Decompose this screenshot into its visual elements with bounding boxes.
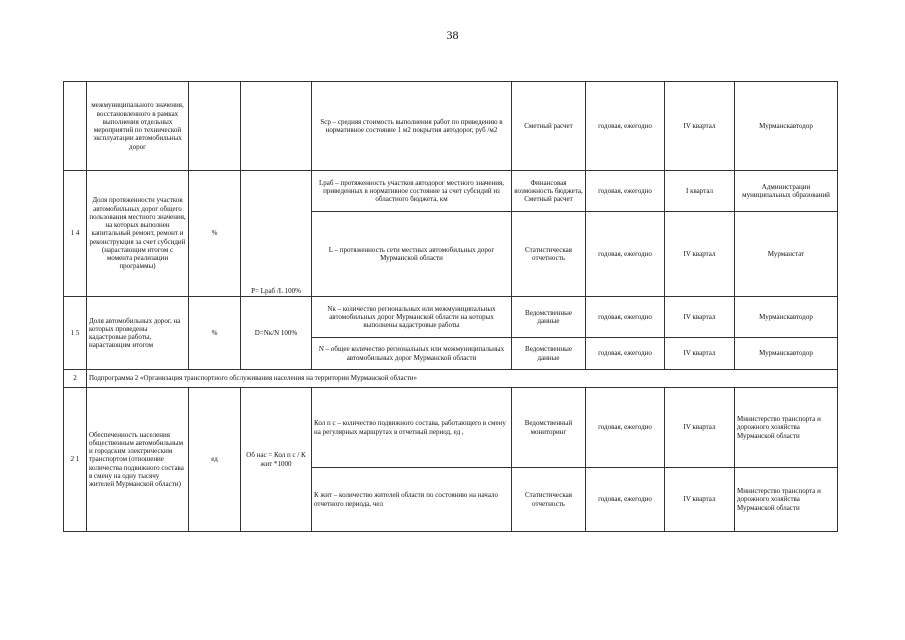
source-cell: Ведомственные данные [512, 338, 586, 370]
period-cell: I квартал [665, 171, 735, 212]
formula-cell: P= Lраб /L 100% [241, 171, 312, 297]
description-cell: Nк – количество региональных или межмуниципальных автомобильных дорог Мурманской области на которых выполнены кадастровые работы [312, 297, 512, 338]
frequency-cell: годовая, ежегодно [586, 297, 665, 338]
page-number: 38 [446, 28, 459, 42]
subprogram-row [64, 370, 838, 388]
responsible-cell: Министерство транспорта и дорожного хозяйства Мурманской области [735, 388, 838, 468]
frequency-cell: годовая, ежегодно [586, 171, 665, 212]
subprogram-title: Подпрограмма 2 «Организация транспортного обслуживания населения на территории Мурманской области» [87, 370, 838, 388]
source-cell: Статистическая отчетность [512, 212, 586, 297]
description-cell: Кол п с – количество подвижного состава, работающего в смену на регулярных маршрутах в отчетный период, ед , [312, 388, 512, 468]
indicator-cell: Обеспеченность населения общественным автомобильным и городским электрическим транспортом (отношение количества подвижного состава в смену на одну тысячу жителей Мурманской области) [87, 388, 189, 532]
formula-cell: Об нас = Кол п с / К жит *1000 [241, 388, 312, 532]
indicator-cell: Доля протяженности участков автомобильных дорог общего пользования местного значения, на которых выполнен капитальный ремонт, ремонт и реконструкция за счет субсидий (нарастающим итогом с момента реализации программы) [87, 171, 189, 297]
table-row [64, 297, 838, 338]
responsible-cell: Администрации муниципальных образований [735, 171, 838, 212]
unit-cell: % [189, 297, 241, 370]
frequency-cell: годовая, ежегодно [586, 82, 665, 171]
indicators-table [63, 81, 838, 532]
table-row [64, 171, 838, 212]
table-row [64, 388, 838, 468]
formula-cell [241, 82, 312, 171]
responsible-cell: Министерство транспорта и дорожного хозяйства Мурманской области [735, 468, 838, 532]
period-cell: IV квартал [665, 388, 735, 468]
unit-cell: % [189, 171, 241, 297]
description-cell: L – протяженность сети местных автомобильных дорог Мурманской области [312, 212, 512, 297]
description-cell: N – общее количество региональных или межмуниципальных автомобильных дорог Мурманской области [312, 338, 512, 370]
source-cell: Статистическая отчетность [512, 468, 586, 532]
period-cell: IV квартал [665, 297, 735, 338]
description-cell: Scp – средняя стоимость выполнения работ по приведению в нормативное состояние 1 м2 покрытия автодорог, руб /м2 [312, 82, 512, 171]
source-cell: Ведомственный мониторинг [512, 388, 586, 468]
responsible-cell: Мурманскавтодор [735, 297, 838, 338]
period-cell: IV квартал [665, 212, 735, 297]
row-number-cell [64, 82, 87, 171]
description-cell: Lраб – протяженность участков автодорог местного значения, приведенных в нормативное состояние за счет субсидий из областного бюджета, км [312, 171, 512, 212]
unit-cell [189, 82, 241, 171]
indicator-cell: межмуниципального значения, восстановленного в рамках выполнения отдельных мероприятий по технической эксплуатации автомобильных дорог [87, 82, 189, 171]
table-row [64, 82, 838, 171]
unit-cell: ед [189, 388, 241, 532]
frequency-cell: годовая, ежегодно [586, 468, 665, 532]
row-number-cell: 2 [64, 370, 87, 388]
row-number-cell: 1 4 [64, 171, 87, 297]
row-number-cell: 1 5 [64, 297, 87, 370]
formula-cell: D=Nк/N 100% [241, 297, 312, 370]
responsible-cell: Мурманскавтодор [735, 82, 838, 171]
period-cell: IV квартал [665, 468, 735, 532]
frequency-cell: годовая, ежегодно [586, 388, 665, 468]
description-cell: К жит – количество жителей области по состоянию на начало отчетного периода, чел [312, 468, 512, 532]
responsible-cell: Мурманскавтодор [735, 338, 838, 370]
source-cell: Сметный расчет [512, 82, 586, 171]
source-cell: Ведомственные данные [512, 297, 586, 338]
period-cell: IV квартал [665, 338, 735, 370]
source-cell: Финансовая возможность бюджета, Сметный расчет [512, 171, 586, 212]
row-number-cell: 2 1 [64, 388, 87, 532]
frequency-cell: годовая, ежегодно [586, 338, 665, 370]
indicator-cell: Доля автомобильных дорог, на которых проведены кадастровые работы, нарастающим итогом [87, 297, 189, 370]
period-cell: IV квартал [665, 82, 735, 171]
responsible-cell: Мурманстат [735, 212, 838, 297]
frequency-cell: годовая, ежегодно [586, 212, 665, 297]
